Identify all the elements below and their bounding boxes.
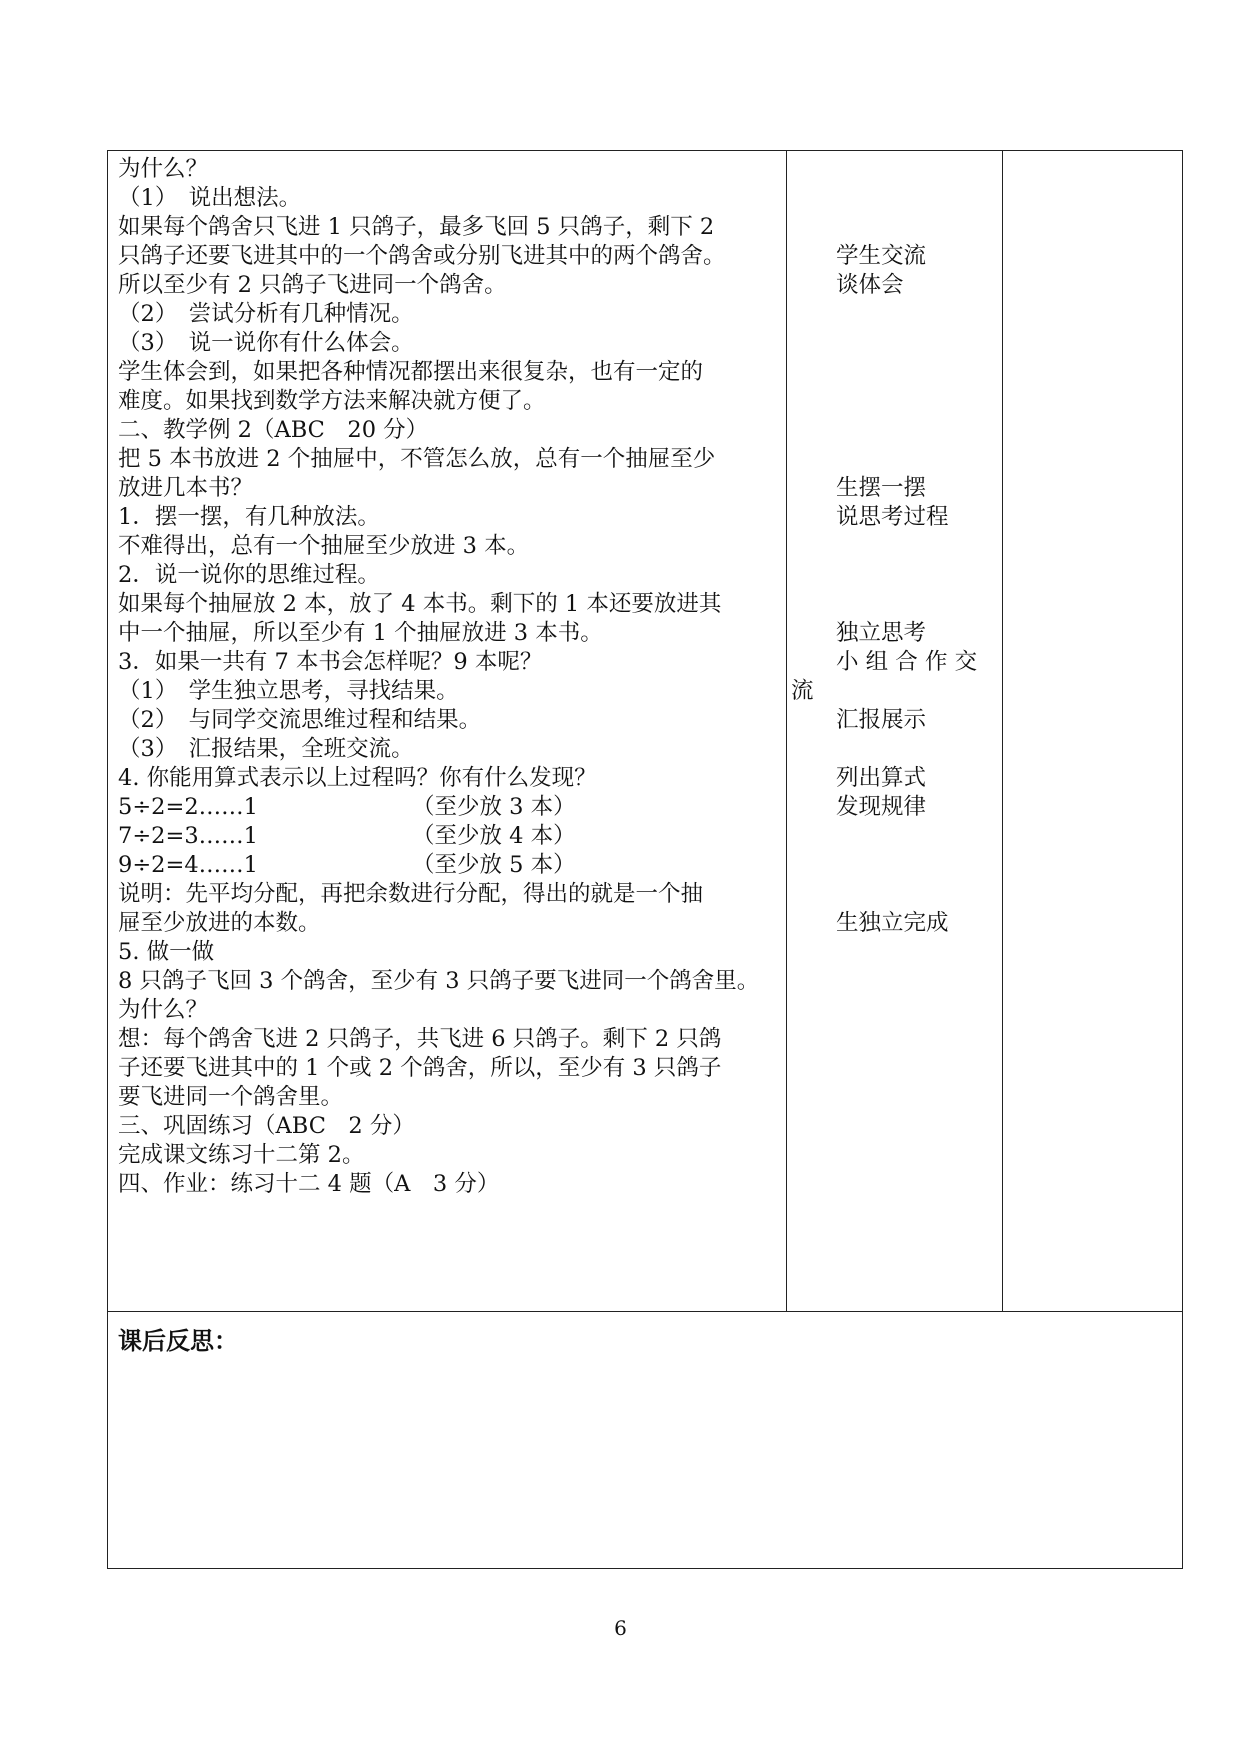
- section-heading: 四、作业：练习十二 4 题（A 3 分）: [118, 1171, 500, 1197]
- text-line: 完成课文练习十二第 2。: [118, 1142, 365, 1168]
- calculation-row: [118, 791, 576, 823]
- text-line: 学生体会到，如果把各种情况都摆出来很复杂，也有一定的: [118, 359, 704, 385]
- calculation-note: （至少放 4 本）: [412, 823, 576, 849]
- text-line: 中一个抽屉，所以至少有 1 个抽屉放进 3 本书。: [118, 620, 603, 646]
- calculation-row: [118, 820, 576, 852]
- reflection-title: 课后反思：: [118, 1327, 238, 1355]
- student-activity: 生独立完成: [836, 910, 949, 936]
- calculation-expression: 9÷2=4……1: [118, 852, 258, 878]
- text-line: 子还要飞进其中的 1 个或 2 个鸽舍，所以，至少有 3 只鸽子: [118, 1055, 722, 1081]
- student-activity: 流: [791, 678, 814, 704]
- student-activity: 发现规律: [836, 794, 927, 820]
- text-line: 1．摆一摆，有几种放法。: [118, 504, 380, 530]
- text-line: 想：每个鸽舍飞进 2 只鸽子，共飞进 6 只鸽子。剩下 2 只鸽: [118, 1026, 722, 1052]
- text-line: 3．如果一共有 7 本书会怎样呢？9 本呢？: [118, 649, 543, 675]
- section-heading: 三、巩固练习（ABC 2 分）: [118, 1113, 415, 1139]
- text-line: 只鸽子还要飞进其中的一个鸽舍或分别飞进其中的两个鸽舍。: [118, 243, 726, 269]
- text-line: 说明：先平均分配，再把余数进行分配，得出的就是一个抽: [118, 881, 704, 907]
- calculation-note: （至少放 5 本）: [412, 852, 576, 878]
- student-activity: 谈体会: [836, 272, 904, 298]
- column-divider: [1002, 151, 1003, 1311]
- calculation-note: （至少放 3 本）: [412, 794, 576, 820]
- text-line: （2） 尝试分析有几种情况。: [118, 301, 414, 327]
- text-line: 放进几本书？: [118, 475, 254, 501]
- text-line: 2．说一说你的思维过程。: [118, 562, 380, 588]
- text-line: 要飞进同一个鸽舍里。: [118, 1084, 344, 1110]
- student-activity: 学生交流: [836, 243, 927, 269]
- student-activity: 汇报展示: [836, 707, 927, 733]
- student-activity: 列出算式: [836, 765, 927, 791]
- text-line: 屉至少放进的本数。: [118, 910, 321, 936]
- text-line: 如果每个抽屉放 2 本，放了 4 本书。剩下的 1 本还要放进其: [118, 591, 722, 617]
- student-activity: 独立思考: [836, 620, 927, 646]
- text-line: 所以至少有 2 只鸽子飞进同一个鸽舍。: [118, 272, 507, 298]
- student-activity: 小 组 合 作 交: [836, 649, 978, 675]
- calculation-row: [118, 849, 576, 881]
- text-line: 为什么？: [118, 156, 209, 182]
- text-line: 为什么？: [118, 997, 209, 1023]
- text-line: 把 5 本书放进 2 个抽屉中，不管怎么放，总有一个抽屉至少: [118, 446, 716, 472]
- row-divider: [108, 1311, 1182, 1312]
- lesson-plan-table: [107, 150, 1183, 1569]
- text-line: 难度。如果找到数学方法来解决就方便了。: [118, 388, 546, 414]
- text-line: （1） 学生独立思考，寻找结果。: [118, 678, 459, 704]
- page-number: 6: [614, 1616, 627, 1640]
- text-line: 8 只鸽子飞回 3 个鸽舍，至少有 3 只鸽子要飞进同一个鸽舍里。: [118, 968, 760, 994]
- section-heading: 二、教学例 2（ABC 20 分）: [118, 417, 429, 443]
- student-activity: 说思考过程: [836, 504, 949, 530]
- text-line: 如果每个鸽舍只飞进 1 只鸽子，最多飞回 5 只鸽子，剩下 2: [118, 214, 715, 240]
- text-line: （1） 说出想法。: [118, 185, 302, 211]
- text-line: 5. 做一做: [118, 939, 215, 965]
- column-divider: [786, 151, 787, 1311]
- text-line: （2） 与同学交流思维过程和结果。: [118, 707, 482, 733]
- calculation-expression: 5÷2=2……1: [118, 794, 258, 820]
- text-line: 4. 你能用算式表示以上过程吗？你有什么发现？: [118, 765, 597, 791]
- calculation-expression: 7÷2=3……1: [118, 823, 258, 849]
- student-activity: 生摆一摆: [836, 475, 927, 501]
- text-line: （3） 说一说你有什么体会。: [118, 330, 414, 356]
- text-line: （3） 汇报结果，全班交流。: [118, 736, 414, 762]
- text-line: 不难得出，总有一个抽屉至少放进 3 本。: [118, 533, 530, 559]
